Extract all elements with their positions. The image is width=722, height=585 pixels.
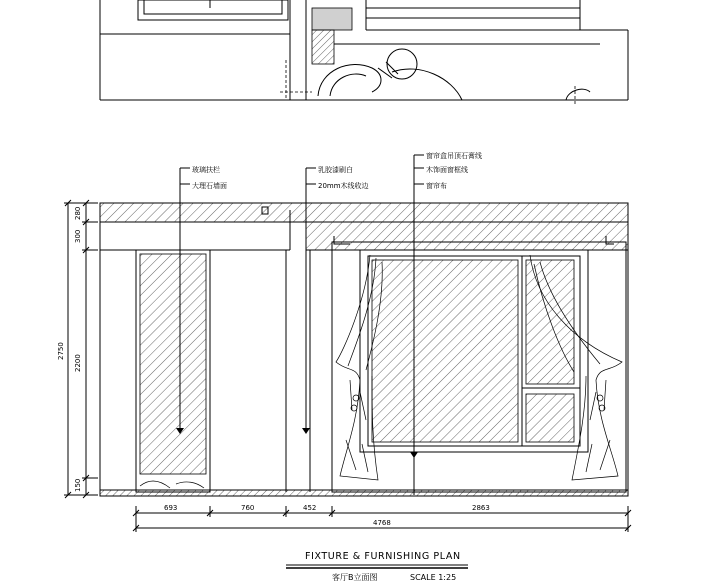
top-plan-view (100, 0, 628, 104)
vertical-dimensions (57, 200, 98, 498)
label-curtain-box: 窗帘盒吊顶石膏线 (426, 152, 482, 160)
dim-total-4768: 4768 (373, 519, 391, 527)
dim-2750: 2750 (57, 342, 65, 360)
label-curtain-fabric: 窗帘布 (426, 182, 447, 190)
elevation-view (100, 155, 628, 496)
label-wood-trim: 20mm木线收边 (318, 182, 369, 190)
dim-150: 150 (74, 478, 82, 492)
dim-2200: 2200 (74, 354, 82, 372)
label-window-frame: 木饰面窗框线 (426, 166, 468, 174)
label-white-paint: 乳胶漆刷白 (318, 166, 353, 174)
dim-300: 300 (74, 229, 82, 243)
label-marble-wall: 大理石墙面 (192, 182, 227, 190)
dim-760: 760 (241, 504, 255, 512)
drawing-scale: SCALE 1:25 (410, 573, 457, 582)
dim-693: 693 (164, 504, 178, 512)
annotation-labels (192, 151, 482, 190)
dim-2863: 2863 (472, 504, 490, 512)
drawing-subtitle: 客厅B立面图 (332, 573, 378, 582)
horizontal-dimensions (133, 504, 631, 532)
dim-280: 280 (74, 206, 82, 220)
dim-452: 452 (303, 504, 317, 512)
drawing-title: FIXTURE & FURNISHING PLAN (305, 551, 461, 562)
label-glass-railing: 玻璃扶栏 (192, 166, 220, 174)
title-block (286, 551, 468, 582)
